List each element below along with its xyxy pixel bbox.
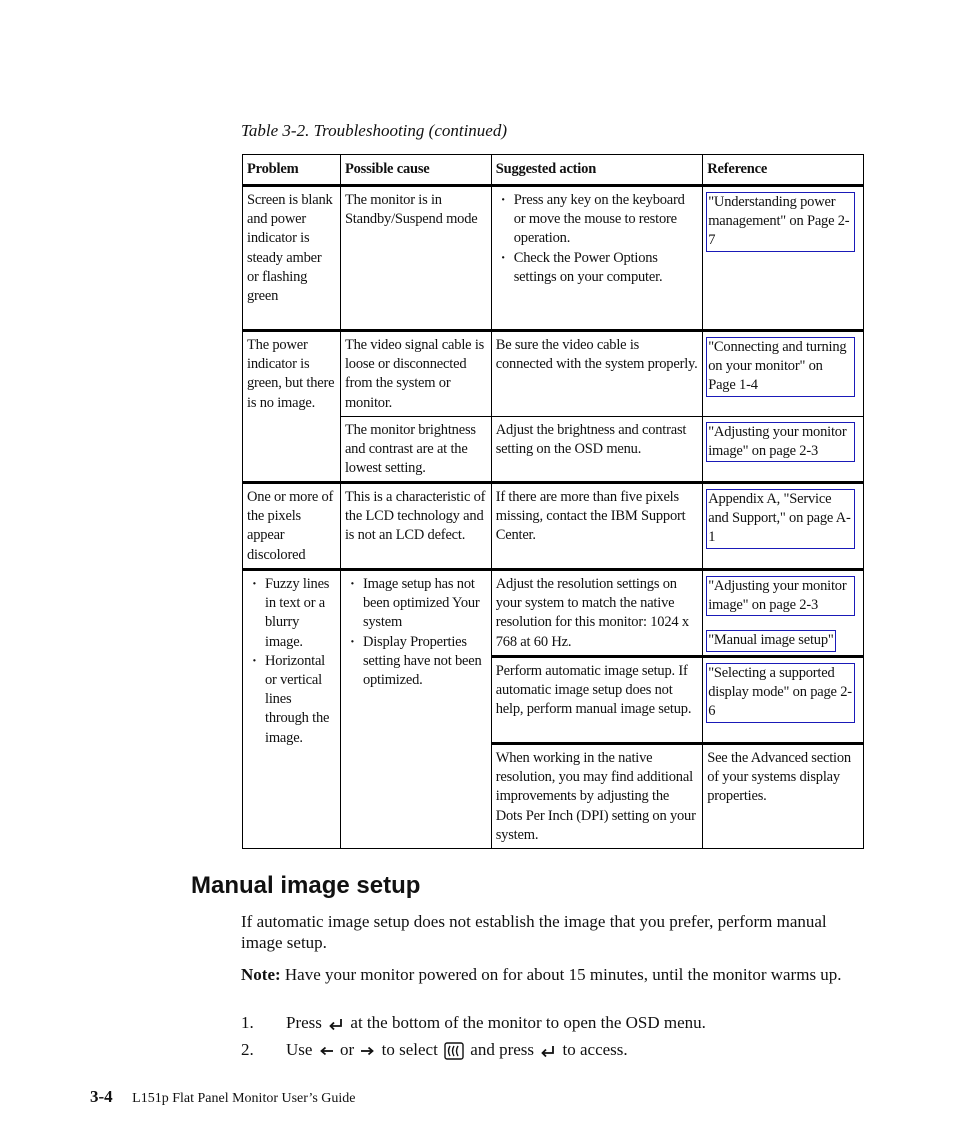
step-text-part: Press (286, 1013, 322, 1032)
action-cell: Adjust the brightness and contrast setting on the OSD menu. (491, 417, 702, 483)
problem-cell: The power indicator is green, but there is no image. (243, 331, 341, 483)
note-paragraph (241, 964, 861, 985)
reference-link[interactable]: "Adjusting your monitor image" on page 2-3 (706, 422, 855, 462)
image-setup-icon (444, 1042, 464, 1060)
note-text: Have your monitor powered on for about 15 minutes, until the monitor warms up. (284, 965, 842, 984)
action-item: · Check the Power Options settings on your computer. (496, 249, 698, 287)
cause-item: · Image setup has not been optimized Your system (345, 575, 487, 633)
step-text-part: to access. (562, 1040, 628, 1059)
action-cell: When working in the native resolution, you may find additional improvements by adjusting the Dots Per Inch (DPI) setting on your system. (491, 744, 702, 849)
header-action: Suggested action (491, 155, 702, 186)
enter-icon (328, 1017, 344, 1031)
note-label: Note: (241, 965, 281, 984)
step-text (286, 1012, 706, 1033)
intro-paragraph: If automatic image setup does not establish the image that you prefer, perform manual image setup. (241, 912, 827, 952)
left-arrow-icon (319, 1045, 334, 1057)
step-text-part: Use (286, 1040, 313, 1059)
reference-cell: See the Advanced section of your systems display properties. (703, 744, 864, 849)
action-cell: Adjust the resolution settings on your system to match the native resolution for this monitor: 1024 x 768 at 60 Hz. (491, 570, 702, 657)
reference-cell (703, 570, 864, 657)
reference-link[interactable]: "Selecting a supported display mode" on page 2-6 (706, 663, 855, 723)
table-row (243, 331, 864, 417)
reference-cell (703, 331, 864, 417)
reference-cell (703, 657, 864, 744)
cause-cell: This is a characteristic of the LCD technology and is not an LCD defect. (340, 483, 491, 570)
header-reference: Reference (703, 155, 864, 186)
table-row (243, 186, 864, 331)
header-cause: Possible cause (340, 155, 491, 186)
page-footer (90, 1087, 356, 1107)
problem-item: · Horizontal or vertical lines through the image. (247, 652, 336, 748)
cause-cell: The monitor brightness and contrast are at the lowest setting. (340, 417, 491, 483)
page-number: 3-4 (90, 1087, 113, 1106)
problem-item: · Fuzzy lines in text or a blurry image. (247, 575, 336, 652)
table-caption: Table 3-2. Troubleshooting (continued) (241, 121, 508, 140)
reference-link[interactable]: Appendix A, "Service and Support," on page A-1 (706, 489, 855, 549)
step-text-part: and press (470, 1040, 535, 1059)
reference-link[interactable]: "Understanding power management" on Page 2-7 (706, 192, 855, 252)
cause-cell: The video signal cable is loose or disconnected from the system or monitor. (340, 331, 491, 417)
section-heading: Manual image setup (191, 872, 421, 899)
header-problem: Problem (243, 155, 341, 186)
problem-cell (243, 570, 341, 849)
reference-cell (703, 417, 864, 483)
action-item: · Press any key on the keyboard or move the mouse to restore operation. (496, 191, 698, 249)
cause-cell (340, 570, 491, 849)
reference-link[interactable]: "Connecting and turning on your monitor" on Page 1-4 (706, 337, 855, 397)
step-text (286, 1039, 628, 1060)
action-cell: If there are more than five pixels missing, contact the IBM Support Center. (491, 483, 702, 570)
action-cell: Be sure the video cable is connected with the system properly. (491, 331, 702, 417)
document-title: L151p Flat Panel Monitor User’s Guide (132, 1091, 356, 1106)
step-number: 2. (241, 1040, 254, 1059)
table-row (243, 570, 864, 657)
step-text-part: at the bottom of the monitor to open the OSD menu. (350, 1013, 706, 1032)
reference-link[interactable]: "Adjusting your monitor image" on page 2-3 (706, 576, 855, 616)
cause-item: · Display Properties setting have not been optimized. (345, 633, 487, 691)
troubleshooting-table (242, 154, 864, 849)
problem-cell: Screen is blank and power indicator is steady amber or flashing green (243, 186, 341, 331)
action-cell: Perform automatic image setup. If automatic image setup does not help, perform manual image setup. (491, 657, 702, 744)
right-arrow-icon (360, 1045, 375, 1057)
enter-icon (540, 1044, 556, 1058)
step-text-part: to select (381, 1040, 438, 1059)
table-row (243, 483, 864, 570)
reference-cell (703, 186, 864, 331)
reference-link[interactable]: "Manual image setup" (706, 630, 835, 651)
reference-cell (703, 483, 864, 570)
step-number: 1. (241, 1013, 254, 1032)
problem-cell: One or more of the pixels appear discolored (243, 483, 341, 570)
table-header-row (243, 155, 864, 186)
action-cell (491, 186, 702, 331)
step-text-part: or (339, 1040, 355, 1059)
cause-cell: The monitor is in Standby/Suspend mode (340, 186, 491, 331)
